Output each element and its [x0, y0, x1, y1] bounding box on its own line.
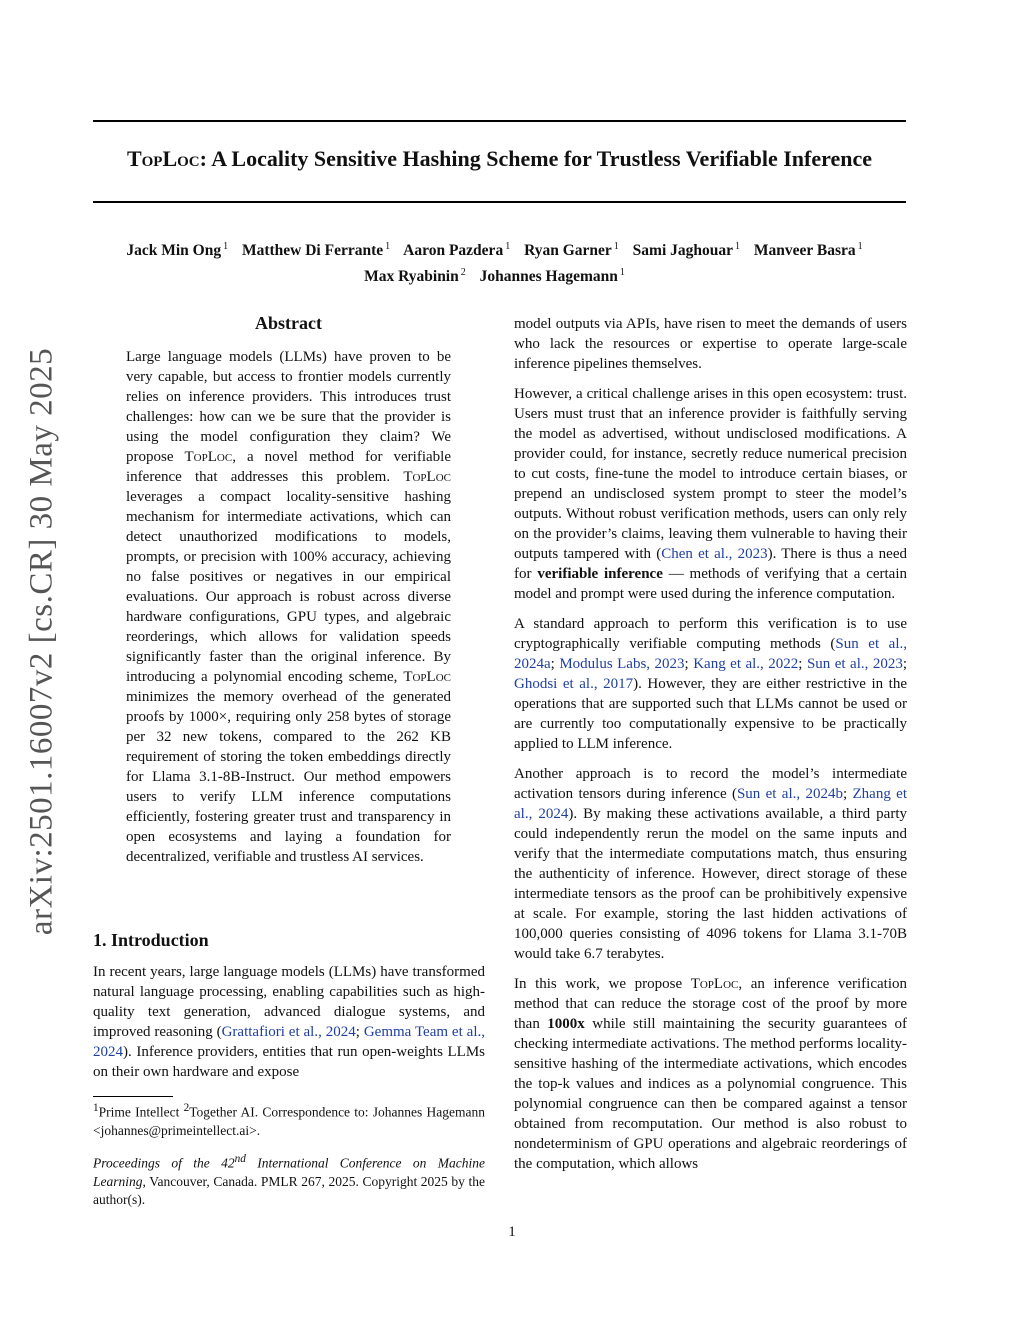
introduction-heading: 1. Introduction: [93, 930, 209, 950]
title-bottom-rule: [93, 201, 906, 203]
body-paragraph: In this work, we propose TopLoc, an inference verification method that can reduce the storage cost of the proof by more than 1000x while still maintaining the security guarantees of checking intermediate activations. The method performs locality-sensitive hashing of the intermediate activations, which encodes the top-k values and indices as a polynomial congruence. This polynomial congruence can then be compared against a tensor obtained from recomputation. Our method is also robust to nondeterminism of GPU operations and algebraic reorderings of the computation, which allows: [514, 976, 907, 1172]
author-affiliation-mark: 1: [619, 267, 625, 279]
author-affiliation-mark: 1: [385, 241, 391, 252]
citation-link[interactable]: Gemma Team et al., 2024: [93, 1024, 485, 1060]
citation-link[interactable]: Sun et al., 2024a: [514, 636, 907, 672]
right-column-text: [514, 314, 907, 1184]
proceedings-footnote: Proceedings of the 42nd International Conference on Machine Learning, Vancouver, Canada. PMLR 267, 2025. Copyright 2025 by the author(s).: [93, 1153, 485, 1207]
page-number: 1: [508, 1224, 516, 1240]
abstract-heading: Abstract: [255, 313, 322, 333]
author-affiliation-mark: 2: [460, 267, 466, 279]
citation-link[interactable]: Sun et al., 2024b: [736, 786, 843, 802]
author-name: Ryan Garner: [524, 242, 612, 260]
author-name: Aaron Pazdera: [403, 242, 504, 260]
author-affiliation-mark: 1: [613, 241, 619, 252]
author-name: Max Ryabinin: [364, 268, 459, 286]
abstract-text: Large language models (LLMs) have proven to be very capable, but access to frontier models currently relies on inference providers. This introduces trust challenges: how can we be sure that the provider is using the model configuration they claim? We propose TopLoc, a novel method for verifiable inference that addresses this problem. TopLoc leverages a compact locality-sensitive hashing mechanism for intermediate activations, which can detect unauthorized modifications to models, prompts, or precision with 100% accuracy, achieving no false positives or negatives in our empirical evaluations. Our approach is robust across diverse hardware configurations, GPU types, and algebraic reorderings, which allows for validation speeds significantly faster than the original inference. By introducing a polynomial encoding scheme, TopLoc minimizes the memory overhead of the generated proofs by 1000×, requiring only 258 bytes of storage per 32 new tokens, compared to the 262 KB requirement of storing the token embeddings directly for Llama 3.1-8B-Instruct. Our method empowers users to verify LLM inference computations efficiently, fostering greater trust and transparency in open ecosystems and laying a foundation for decentralized, verifiable and trustless AI services.: [126, 349, 451, 865]
author-list: [93, 236, 906, 288]
body-paragraph: model outputs via APIs, have risen to meet the demands of users who lack the resources or expertise to operate large-scale inference pipelines themselves.: [514, 316, 907, 372]
paper-title: TopLoc: A Locality Sensitive Hashing Scheme for Trustless Verifiable Inference: [126, 146, 873, 171]
citation-link[interactable]: Ghodsi et al., 2017: [514, 676, 634, 692]
author-name: Johannes Hagemann: [479, 268, 618, 286]
author-name: Jack Min Ong: [126, 242, 222, 260]
author-affiliation-mark: 1: [735, 241, 741, 252]
introduction-paragraph: In recent years, large language models (LLMs) have transformed natural language processing, enabling capabilities such as high-quality text generation, advanced dialogue systems, and improved reasoning (Grattafiori et al., 2024; Gemma Team et al., 2024). Inference providers, entities that run open-weights LLMs on their own hardware and expose: [93, 964, 485, 1080]
arxiv-identifier-sidebar[interactable]: arXiv:2501.16007v2 [cs.CR] 30 May 2025: [23, 347, 60, 936]
author-name: Manveer Basra: [753, 242, 856, 260]
citation-link[interactable]: Chen et al., 2023: [661, 546, 768, 562]
author-name: Sami Jaghouar: [632, 242, 734, 260]
author-affiliation-mark: 1: [857, 241, 863, 252]
abstract-section: [126, 313, 451, 877]
top-rule: [93, 120, 906, 122]
author-name: Matthew Di Ferrante: [241, 242, 384, 260]
citation-link[interactable]: Zhang et al., 2024: [514, 786, 907, 822]
introduction-section: [93, 930, 485, 1092]
body-paragraph: A standard approach to perform this verification is to use cryptographically verifiable computing methods (Sun et al., 2024a; Modulus Labs, 2023; Kang et al., 2022; Sun et al., 2023; Ghodsi et al., 2017). However, they are either restrictive in the operations that are supported such that LLMs cannot be used or are currently too computationally expensive to be practically applied to LLM inference.: [514, 616, 908, 752]
citation-link[interactable]: Kang et al., 2022: [693, 656, 799, 672]
affiliation-footnote: $^1$Prime Intellect $^2$Together AI. Correspondence to: Johannes Hagemann <johannes@primeintellect.ai>.: [93, 1102, 485, 1138]
body-paragraph: Another approach is to record the model’s intermediate activation tensors during inference (Sun et al., 2024b; Zhang et al., 2024). By making these activations available, a third party could independently rerun the model on the same inputs and verify that the intermediate computations match, thus ensuring the authenticity of inference. However, direct storage of these intermediate tensors as the proof can be prohibitively expensive at scale. For example, storing the last hidden activations of 100,000 queries consisting of 4096 tokens for Llama 3.1-70B would take 6.7 terabytes.: [514, 766, 907, 962]
citation-link[interactable]: Grattafiori et al., 2024: [221, 1024, 356, 1040]
footnote-rule: [93, 1096, 173, 1097]
citation-link[interactable]: Sun et al., 2023: [806, 656, 903, 672]
body-paragraph: However, a critical challenge arises in this open ecosystem: trust. Users must trust that an inference provider is faithfully serving the model as advertised, without undisclosed modifications. A provider could, for instance, secretly reduce numerical precision to cut costs, fine-tune the model to introduce certain biases, or prepend an undisclosed system prompt to steer the model’s outputs. Without robust verification methods, users can only rely on the provider’s claims, leaving them vulnerable to having their outputs tampered with (Chen et al., 2023). There is thus a need for verifiable inference — methods of verifying that a certain model and prompt were used during the inference computation.: [514, 386, 908, 602]
citation-link[interactable]: Modulus Labs, 2023: [559, 656, 685, 672]
author-affiliation-mark: 1: [223, 241, 229, 252]
author-affiliation-mark: 1: [505, 241, 511, 252]
